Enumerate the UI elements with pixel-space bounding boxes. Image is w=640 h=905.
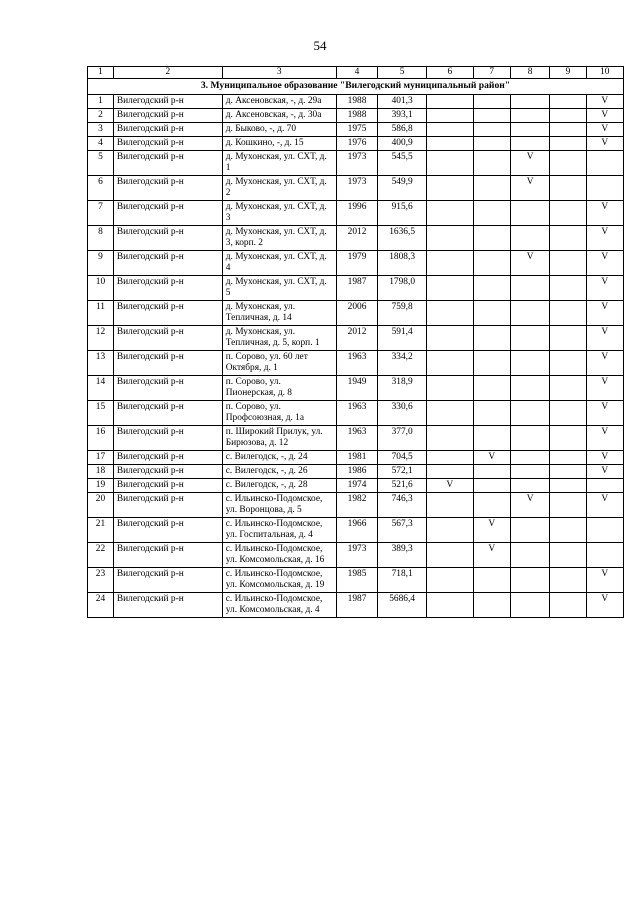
address-cell: д. Мухонская, ул. СХТ, д. 2 [222,176,336,201]
mark-col9-cell [550,95,586,109]
mark-col7-cell: V [473,451,510,465]
table-row [88,451,624,465]
year-cell: 1987 [336,276,377,301]
row-number-cell: 12 [88,326,114,351]
district-cell: Вилегодский р-н [113,451,222,465]
mark-col8-cell [510,465,549,479]
address-cell: д. Мухонская, ул. СХТ, д. 5 [222,276,336,301]
row-number-cell: 15 [88,401,114,426]
address-cell: д. Аксеновская, -, д. 29а [222,95,336,109]
table-row [88,123,624,137]
mark-col7-cell: V [473,518,510,543]
section-row [88,79,624,95]
mark-col8-cell [510,123,549,137]
district-cell: Вилегодский р-н [113,518,222,543]
mark-col8-cell [510,451,549,465]
mark-col6-cell [426,401,473,426]
mark-col7-cell [473,351,510,376]
row-number-cell: 11 [88,301,114,326]
mark-col7-cell [473,301,510,326]
area-cell: 389,3 [378,543,427,568]
column-header: 6 [426,67,473,79]
address-cell: с. Ильинско-Подомское, ул. Комсомольская, д. 16 [222,543,336,568]
row-number-cell: 17 [88,451,114,465]
row-number-cell: 13 [88,351,114,376]
area-cell: 318,9 [378,376,427,401]
mark-col10-cell: V [586,326,623,351]
year-cell: 1963 [336,401,377,426]
area-cell: 567,3 [378,518,427,543]
mark-col9-cell [550,568,586,593]
column-number-row [88,67,624,79]
area-cell: 915,6 [378,201,427,226]
area-cell: 704,5 [378,451,427,465]
mark-col6-cell [426,593,473,618]
area-cell: 1636,5 [378,226,427,251]
mark-col6-cell [426,109,473,123]
mark-col6-cell [426,451,473,465]
table-row [88,326,624,351]
mark-col10-cell [586,479,623,493]
column-header: 1 [88,67,114,79]
district-cell: Вилегодский р-н [113,326,222,351]
mark-col10-cell: V [586,301,623,326]
mark-col10-cell: V [586,376,623,401]
row-number-cell: 4 [88,137,114,151]
area-cell: 521,6 [378,479,427,493]
area-cell: 1798,0 [378,276,427,301]
table-row [88,176,624,201]
row-number-cell: 19 [88,479,114,493]
year-cell: 1963 [336,426,377,451]
mark-col9-cell [550,593,586,618]
address-cell: п. Сорово, ул. Профсоюзная, д. 1а [222,401,336,426]
mark-col7-cell: V [473,543,510,568]
district-cell: Вилегодский р-н [113,201,222,226]
row-number-cell: 20 [88,493,114,518]
mark-col6-cell [426,301,473,326]
area-cell: 549,9 [378,176,427,201]
mark-col8-cell [510,226,549,251]
mark-col9-cell [550,543,586,568]
table-row [88,137,624,151]
row-number-cell: 3 [88,123,114,137]
area-cell: 393,1 [378,109,427,123]
mark-col9-cell [550,326,586,351]
mark-col9-cell [550,518,586,543]
year-cell: 1963 [336,351,377,376]
row-number-cell: 10 [88,276,114,301]
mark-col6-cell [426,226,473,251]
year-cell: 1982 [336,493,377,518]
address-cell: с. Ильинско-Подомское, ул. Комсомольская, д. 4 [222,593,336,618]
mark-col7-cell [473,123,510,137]
table-row [88,351,624,376]
mark-col8-cell [510,137,549,151]
mark-col6-cell [426,351,473,376]
mark-col7-cell [473,95,510,109]
table-row [88,95,624,109]
mark-col9-cell [550,479,586,493]
district-cell: Вилегодский р-н [113,465,222,479]
table-row [88,151,624,176]
mark-col10-cell: V [586,568,623,593]
district-cell: Вилегодский р-н [113,251,222,276]
address-cell: с. Ильинско-Подомское, ул. Комсомольская, д. 19 [222,568,336,593]
mark-col10-cell: V [586,251,623,276]
mark-col9-cell [550,201,586,226]
district-cell: Вилегодский р-н [113,568,222,593]
mark-col6-cell [426,276,473,301]
row-number-cell: 18 [88,465,114,479]
row-number-cell: 7 [88,201,114,226]
table-row [88,493,624,518]
year-cell: 1985 [336,568,377,593]
mark-col7-cell [473,176,510,201]
mark-col8-cell [510,109,549,123]
area-cell: 718,1 [378,568,427,593]
table-row [88,465,624,479]
mark-col10-cell: V [586,593,623,618]
year-cell: 1949 [336,376,377,401]
row-number-cell: 1 [88,95,114,109]
column-header: 5 [378,67,427,79]
mark-col10-cell: V [586,123,623,137]
year-cell: 1988 [336,95,377,109]
column-header: 9 [550,67,586,79]
row-number-cell: 16 [88,426,114,451]
mark-col10-cell [586,176,623,201]
mark-col6-cell [426,176,473,201]
mark-col6-cell [426,376,473,401]
year-cell: 2012 [336,226,377,251]
mark-col7-cell [473,426,510,451]
table-row [88,226,624,251]
column-header: 4 [336,67,377,79]
mark-col6-cell [426,568,473,593]
year-cell: 1981 [336,451,377,465]
area-cell: 586,8 [378,123,427,137]
year-cell: 1973 [336,543,377,568]
district-cell: Вилегодский р-н [113,123,222,137]
district-cell: Вилегодский р-н [113,479,222,493]
section-title: 3. Муниципальное образование "Вилегодский муниципальный район" [88,79,624,95]
mark-col7-cell [473,326,510,351]
district-cell: Вилегодский р-н [113,176,222,201]
mark-col6-cell [426,426,473,451]
address-cell: д. Мухонская, ул. СХТ, д. 4 [222,251,336,276]
district-cell: Вилегодский р-н [113,137,222,151]
mark-col10-cell: V [586,465,623,479]
mark-col10-cell [586,543,623,568]
year-cell: 1986 [336,465,377,479]
mark-col10-cell: V [586,201,623,226]
mark-col6-cell [426,201,473,226]
mark-col8-cell [510,351,549,376]
address-cell: д. Быково, -, д. 70 [222,123,336,137]
area-cell: 330,6 [378,401,427,426]
table-row [88,251,624,276]
address-cell: д. Мухонская, ул. СХТ, д. 3 [222,201,336,226]
mark-col6-cell: V [426,479,473,493]
mark-col9-cell [550,123,586,137]
year-cell: 1988 [336,109,377,123]
district-cell: Вилегодский р-н [113,426,222,451]
mark-col6-cell [426,151,473,176]
mark-col7-cell [473,109,510,123]
district-cell: Вилегодский р-н [113,301,222,326]
row-number-cell: 23 [88,568,114,593]
area-cell: 1808,3 [378,251,427,276]
mark-col8-cell [510,201,549,226]
mark-col8-cell [510,593,549,618]
area-cell: 545,5 [378,151,427,176]
district-cell: Вилегодский р-н [113,109,222,123]
mark-col9-cell [550,451,586,465]
area-cell: 400,9 [378,137,427,151]
mark-col8-cell [510,543,549,568]
mark-col8-cell [510,276,549,301]
district-cell: Вилегодский р-н [113,593,222,618]
table-row [88,593,624,618]
mark-col10-cell: V [586,109,623,123]
district-cell: Вилегодский р-н [113,493,222,518]
mark-col7-cell [473,493,510,518]
district-cell: Вилегодский р-н [113,543,222,568]
mark-col10-cell: V [586,276,623,301]
mark-col6-cell [426,543,473,568]
area-cell: 5686,4 [378,593,427,618]
area-cell: 759,8 [378,301,427,326]
area-cell: 334,2 [378,351,427,376]
year-cell: 1987 [336,593,377,618]
mark-col8-cell [510,426,549,451]
mark-col8-cell: V [510,151,549,176]
mark-col10-cell: V [586,451,623,465]
mark-col10-cell [586,518,623,543]
mark-col8-cell [510,401,549,426]
mark-col10-cell: V [586,226,623,251]
housing-register-table [87,66,624,618]
mark-col8-cell [510,376,549,401]
mark-col8-cell [510,518,549,543]
column-header: 2 [113,67,222,79]
year-cell: 1966 [336,518,377,543]
mark-col7-cell [473,137,510,151]
table-row [88,518,624,543]
address-cell: с. Ильинско-Подомское, ул. Госпитальная, д. 4 [222,518,336,543]
mark-col7-cell [473,568,510,593]
address-cell: п. Сорово, ул. 60 лет Октября, д. 1 [222,351,336,376]
mark-col8-cell: V [510,493,549,518]
table-row [88,479,624,493]
row-number-cell: 8 [88,226,114,251]
column-header: 7 [473,67,510,79]
area-cell: 591,4 [378,326,427,351]
column-header: 3 [222,67,336,79]
mark-col8-cell [510,326,549,351]
mark-col9-cell [550,465,586,479]
district-cell: Вилегодский р-н [113,401,222,426]
year-cell: 1973 [336,151,377,176]
mark-col9-cell [550,109,586,123]
area-cell: 746,3 [378,493,427,518]
mark-col6-cell [426,326,473,351]
mark-col6-cell [426,95,473,109]
mark-col9-cell [550,176,586,201]
row-number-cell: 24 [88,593,114,618]
row-number-cell: 21 [88,518,114,543]
address-cell: с. Вилегодск, -, д. 24 [222,451,336,465]
district-cell: Вилегодский р-н [113,376,222,401]
address-cell: д. Мухонская, ул. СХТ, д. 3, корп. 2 [222,226,336,251]
district-cell: Вилегодский р-н [113,276,222,301]
row-number-cell: 22 [88,543,114,568]
mark-col7-cell [473,593,510,618]
address-cell: п. Сорово, ул. Пионерская, д. 8 [222,376,336,401]
district-cell: Вилегодский р-н [113,226,222,251]
mark-col6-cell [426,251,473,276]
mark-col10-cell: V [586,426,623,451]
mark-col9-cell [550,151,586,176]
mark-col7-cell [473,201,510,226]
mark-col9-cell [550,276,586,301]
mark-col6-cell [426,137,473,151]
mark-col7-cell [473,376,510,401]
mark-col8-cell [510,301,549,326]
table-row [88,376,624,401]
mark-col10-cell: V [586,401,623,426]
mark-col9-cell [550,137,586,151]
mark-col10-cell: V [586,95,623,109]
mark-col6-cell [426,518,473,543]
mark-col7-cell [473,276,510,301]
district-cell: Вилегодский р-н [113,351,222,376]
year-cell: 1976 [336,137,377,151]
mark-col7-cell [473,151,510,176]
mark-col9-cell [550,226,586,251]
mark-col6-cell [426,123,473,137]
address-cell: д. Мухонская, ул. Тепличная, д. 5, корп. 1 [222,326,336,351]
table-row [88,301,624,326]
mark-col10-cell: V [586,137,623,151]
table-row [88,401,624,426]
table-row [88,276,624,301]
mark-col7-cell [473,251,510,276]
area-cell: 401,3 [378,95,427,109]
mark-col6-cell [426,493,473,518]
address-cell: д. Мухонская, ул. СХТ, д. 1 [222,151,336,176]
year-cell: 1996 [336,201,377,226]
column-header: 8 [510,67,549,79]
district-cell: Вилегодский р-н [113,95,222,109]
area-cell: 572,1 [378,465,427,479]
address-cell: с. Вилегодск, -, д. 26 [222,465,336,479]
mark-col9-cell [550,251,586,276]
row-number-cell: 14 [88,376,114,401]
row-number-cell: 9 [88,251,114,276]
table-row [88,426,624,451]
mark-col10-cell: V [586,351,623,376]
year-cell: 1974 [336,479,377,493]
column-header: 10 [586,67,623,79]
mark-col7-cell [473,226,510,251]
mark-col8-cell [510,95,549,109]
row-number-cell: 5 [88,151,114,176]
mark-col8-cell [510,479,549,493]
table-row [88,201,624,226]
year-cell: 1975 [336,123,377,137]
address-cell: с. Ильинско-Подомское, ул. Воронцова, д. 5 [222,493,336,518]
mark-col8-cell: V [510,176,549,201]
year-cell: 2006 [336,301,377,326]
address-cell: п. Широкий Прилук, ул. Бирюзова, д. 12 [222,426,336,451]
mark-col9-cell [550,426,586,451]
mark-col9-cell [550,401,586,426]
table-row [88,568,624,593]
mark-col9-cell [550,301,586,326]
mark-col7-cell [473,465,510,479]
address-cell: д. Кошкино, -, д. 15 [222,137,336,151]
row-number-cell: 6 [88,176,114,201]
area-cell: 377,0 [378,426,427,451]
table-row [88,109,624,123]
mark-col7-cell [473,401,510,426]
mark-col9-cell [550,493,586,518]
district-cell: Вилегодский р-н [113,151,222,176]
address-cell: д. Мухонская, ул. Тепличная, д. 14 [222,301,336,326]
mark-col9-cell [550,376,586,401]
mark-col10-cell: V [586,493,623,518]
mark-col8-cell: V [510,251,549,276]
mark-col9-cell [550,351,586,376]
year-cell: 1973 [336,176,377,201]
page-number: 54 [313,38,327,53]
row-number-cell: 2 [88,109,114,123]
table-row [88,543,624,568]
address-cell: с. Вилегодск, -, д. 28 [222,479,336,493]
mark-col10-cell [586,151,623,176]
year-cell: 2012 [336,326,377,351]
mark-col6-cell [426,465,473,479]
address-cell: д. Аксеновская, -, д. 30а [222,109,336,123]
mark-col8-cell [510,568,549,593]
year-cell: 1979 [336,251,377,276]
mark-col7-cell [473,479,510,493]
